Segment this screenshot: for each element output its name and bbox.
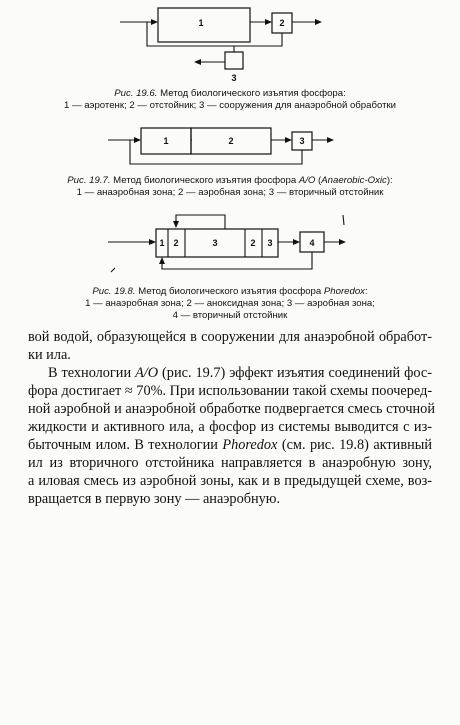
fig197-caption-title-suffix: ):: [386, 175, 393, 186]
fig197-caption-number: Рис. 19.7.: [67, 175, 111, 186]
paragraph-2-line-2: фора достигает ≈ 70%. При использовании такой схемы поочеред-: [28, 383, 433, 399]
fig197-caption-legend: 1 — анаэробная зона; 2 — аэробная зона; 3 — вторичный отстойник: [76, 187, 384, 198]
fig198-label-2: 2: [173, 238, 179, 248]
fig198-label-3b: 3: [267, 238, 273, 248]
p2-line1-ao: A/O: [135, 365, 159, 381]
fig198-caption-number: Рис. 19.8.: [92, 286, 136, 297]
figure-19-8-caption: [20, 286, 440, 322]
fig198-label-4: 4: [309, 238, 315, 248]
fig196-block-anaerobic: [225, 52, 243, 69]
fig197-caption-title-mid: (: [315, 175, 322, 186]
fig198-caption-title-suffix: :: [364, 286, 368, 297]
fig196-label-1: 1: [198, 18, 204, 28]
paragraph-2-line-3: ной аэробной и анаэробной обработке подвергается смесь сточной: [28, 401, 435, 417]
body-text: [28, 328, 435, 508]
fig198-label-1: 1: [159, 238, 165, 248]
fig198-caption-legend-2: 4 — вторичный отстойник: [172, 310, 288, 321]
fig197-caption-title-anaerobic-oxic: Anaerobic-Oxic: [321, 175, 387, 186]
paragraph-2-line-4: жидкости и активного ила, а фосфор из системы выводится с из-: [28, 419, 432, 435]
paragraph-2-line-1: [28, 364, 432, 382]
fig198-label-2b: 2: [250, 238, 256, 248]
paragraph-2-line-7: а иловая смесь из аэробной зоны, как и в предыдущей схеме, воз-: [28, 473, 432, 489]
paragraph-1-line-2: ки ила.: [28, 347, 71, 363]
fig196-block-aerotank: [158, 8, 250, 42]
fig196-caption-legend: 1 — аэротенк; 2 — отстойник; 3 — сооружения для анаэробной обработки: [63, 100, 397, 111]
p2-line5-start: быточным илом. В технологии: [28, 437, 223, 453]
fig197-caption-title-prefix: Метод биологического изъятия фосфора: [113, 175, 299, 186]
fig197-label-2: 2: [228, 136, 234, 146]
fig198-caption-legend-1: 1 — анаэробная зона; 2 — аноксидная зона; 3 — аэробная зона;: [85, 298, 375, 309]
fig198-caption-title-prefix: Метод биологического изъятия фосфора: [138, 286, 324, 297]
fig196-label-3: 3: [231, 73, 237, 83]
fig196-caption-title-line: [20, 88, 440, 100]
fig198-label-3: 3: [212, 238, 218, 248]
fig197-caption-title-line: [20, 175, 440, 187]
p2-line5-phoredox: Phoredox: [222, 437, 278, 453]
fig198-caption-title-line: [20, 286, 440, 298]
fig197-label-3: 3: [299, 136, 305, 146]
p2-line1-start: В технологии: [48, 365, 136, 381]
fig197-caption-title-ao: A/O: [298, 175, 316, 186]
figure-19-6-diagram: [0, 0, 460, 90]
figure-19-7-diagram: [0, 118, 460, 178]
paragraph-2-line-8: вращается в первую зону — анаэробную.: [28, 491, 281, 507]
paragraph-2-line-6: ил из вторичного отстойника направляется в анаэробную зону,: [28, 455, 432, 471]
figure-19-8-diagram: [0, 205, 460, 285]
paragraph-2-line-5: [28, 436, 432, 454]
fig198-caption-title-phoredox: Phoredox: [323, 286, 365, 297]
fig197-label-1: 1: [163, 136, 169, 146]
fig196-caption-title: Метод биологического изъятия фосфора:: [160, 88, 346, 99]
p2-line1-end: (рис. 19.7) эффект изъятия соединений фос-: [158, 365, 432, 381]
fig196-caption-number: Рис. 19.6.: [114, 88, 158, 99]
figure-19-7-caption: [20, 175, 440, 199]
figure-19-6-caption: [20, 88, 440, 112]
paragraph-1-line-1: вой водой, образующейся в сооружении для анаэробной обработ-: [28, 329, 432, 345]
p2-line5-end: (см. рис. 19.8) активный: [277, 437, 432, 453]
fig196-label-2: 2: [279, 18, 285, 28]
